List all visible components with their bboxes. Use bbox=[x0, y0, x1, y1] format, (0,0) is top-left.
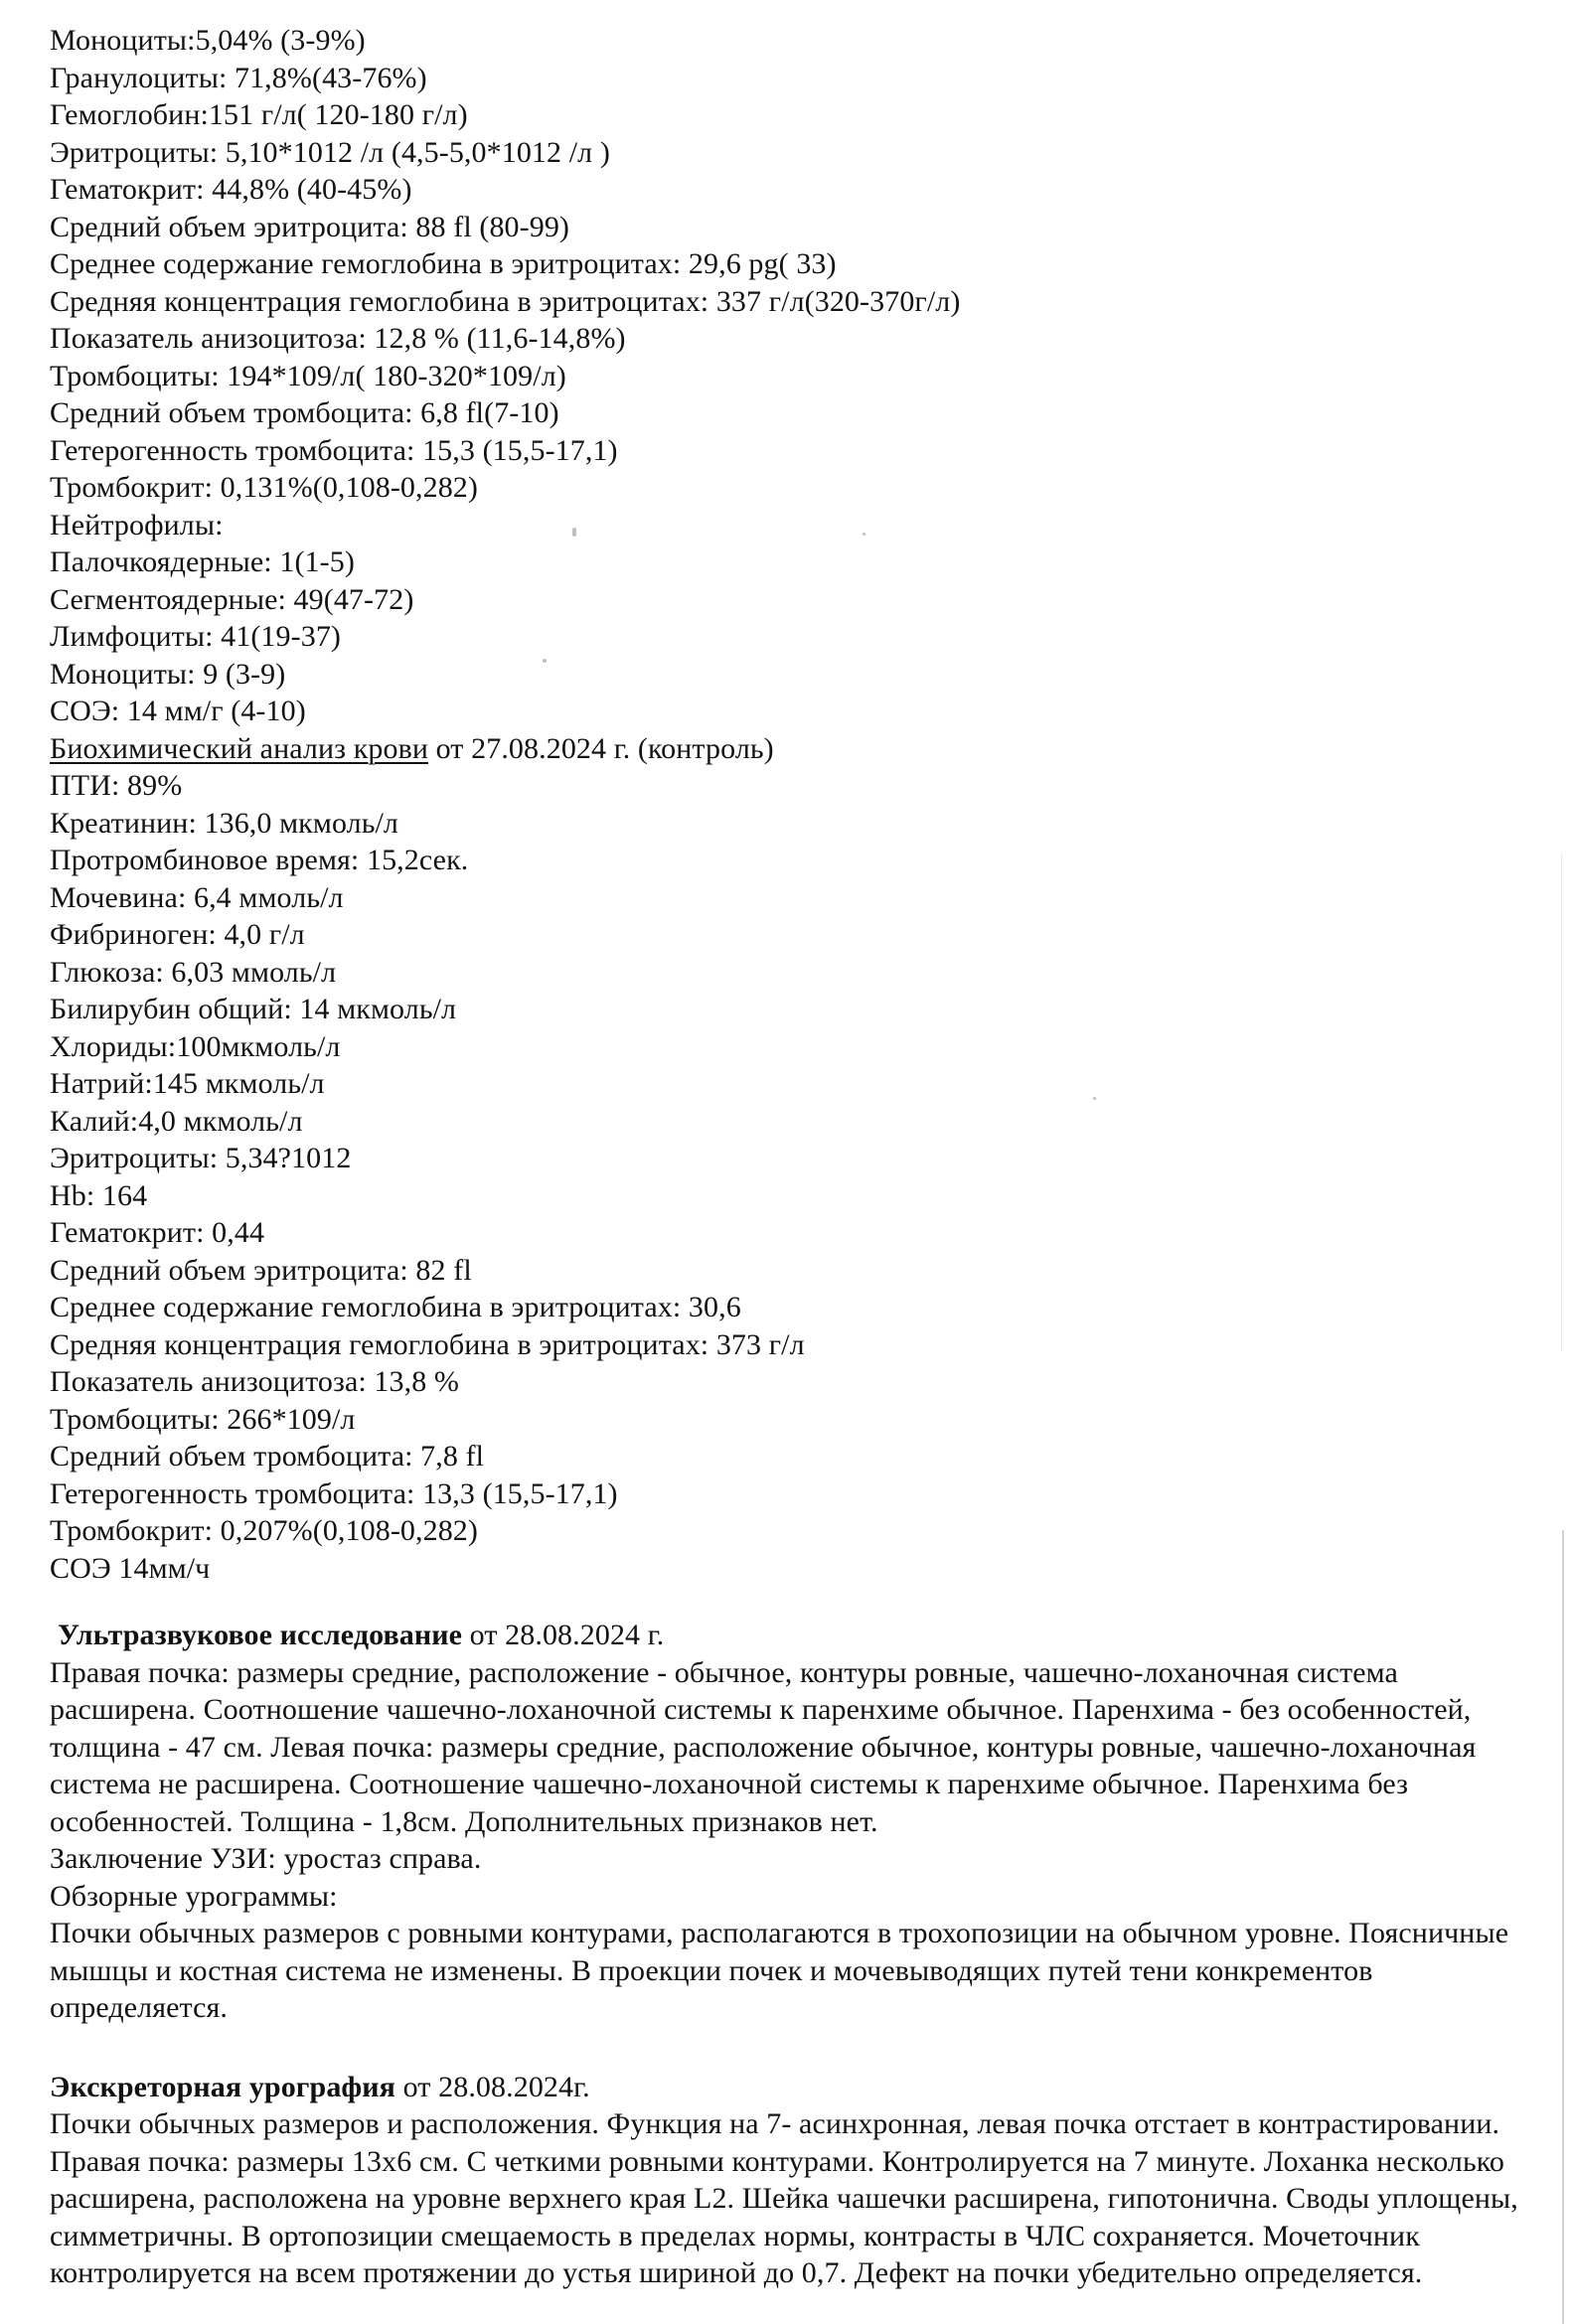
biochem-heading bbox=[50, 730, 1532, 768]
biochem-section bbox=[50, 730, 1532, 1588]
lab-result-line: Hb: 164 bbox=[50, 1178, 148, 1212]
cbc-results-list bbox=[50, 22, 1532, 730]
lab-result-line: Калий:4,0 мкмоль/л bbox=[50, 1104, 303, 1138]
biochem-title-date: от 27.08.2024 г. (контроль) bbox=[428, 731, 774, 765]
scan-edge-line bbox=[1562, 1530, 1564, 2324]
lab-result-line: Мочевина: 6,4 ммоль/л bbox=[50, 880, 344, 914]
lab-result-line: Гематокрит: 44,8% (40-45%) bbox=[50, 173, 412, 206]
lab-result-line: Средняя концентрация гемоглобина в эритроцитах: 373 г/л bbox=[50, 1327, 805, 1361]
scan-speck bbox=[863, 533, 865, 536]
lab-result-line: Глюкоза: 6,03 ммоль/л bbox=[50, 955, 337, 989]
ultrasound-title-date: от 28.08.2024 г. bbox=[462, 1619, 665, 1651]
lab-result-line: Протромбиновое время: 15,2сек. bbox=[50, 844, 469, 876]
urogram-heading: Обзорные урограммы: bbox=[50, 1879, 338, 1913]
urogram-findings: Почки обычных размеров с ровными контурами, располагаются в трохопозиции на обычном уровне. Поясничные мышцы и костная система не изменены. В проекции почек и мочевыводящих путей тени конкрементов определяется. bbox=[50, 1917, 1509, 2024]
scan-speck bbox=[1093, 1097, 1096, 1100]
ultrasound-title: Ультразвуковое исследование bbox=[58, 1619, 463, 1651]
lab-result-line: Показатель анизоцитоза: 12,8 % (11,6-14,8%) bbox=[50, 322, 626, 355]
lab-result-line: Эритроциты: 5,34?1012 bbox=[50, 1142, 352, 1174]
urography-title-date: от 28.08.2024г. bbox=[395, 2070, 590, 2103]
ultrasound-heading bbox=[58, 1617, 1532, 1654]
lab-result-line: Гетерогенность тромбоцита: 15,3 (15,5-17,1) bbox=[50, 433, 618, 467]
lab-result-line: Тромбокрит: 0,207%(0,108-0,282) bbox=[50, 1514, 478, 1547]
lab-result-line: ПТИ: 89% bbox=[50, 769, 183, 802]
lab-result-line: Эритроциты: 5,10*1012 /л (4,5-5,0*1012 /л ) bbox=[50, 135, 610, 169]
urography-paragraph: Почки обычных размеров и расположения. Функция на 7- асинхронная, левая почка отстает в контрастировании. bbox=[50, 2107, 1500, 2140]
lab-result-line: Моноциты:5,04% (3-9%) bbox=[50, 24, 366, 57]
lab-result-line: Среднее содержание гемоглобина в эритроцитах: 29,6 pg( 33) bbox=[50, 247, 837, 280]
lab-result-line: Показатель анизоцитоза: 13,8 % bbox=[50, 1365, 459, 1398]
lab-result-line: Тромбоциты: 194*109/л( 180-320*109/л) bbox=[50, 359, 566, 392]
lab-result-line: Натрий:145 мкмоль/л bbox=[50, 1067, 325, 1100]
lab-result-line: Лимфоциты: 41(19-37) bbox=[50, 620, 342, 653]
lab-result-line: Билирубин общий: 14 мкмоль/л bbox=[50, 993, 457, 1025]
lab-result-line: Гемоглобин:151 г/л( 120-180 г/л) bbox=[50, 98, 468, 131]
document-content bbox=[50, 22, 1532, 2292]
ultrasound-findings: Правая почка: размеры средние, расположение - обычное, контуры ровные, чашечно-лоханочная система расширена. Соотношение чашечно-лоханочной системы к паренхиме обычное. Паренхима - без особенностей, толщина - 47 см. Левая почка: размеры средние, расположение обычное, контуры ровные, чашечно-лоханочная система не расширена. Соотношение чашечно-лоханочной системы к паренхиме обычное. Паренхима без особенностей. Толщина - 1,8см. Дополнительных признаков нет. bbox=[50, 1655, 1477, 1838]
urography-paragraph: Правая почка: размеры 13х6 см. С четкими ровными контурами. Контролируется на 7 минуте. Лоханка несколько расширена, расположена на уровне верхнего края L2. Шейка чашечки расширена, гипотонична. Своды уплощены, симметричны. В ортопозиции смещаемость в пределах нормы, контрасты в ЧЛС сохраняется. Мочеточник контролируется на всем протяжении до устья шириной до 0,7. Дефект на почки убедительно определяется. bbox=[50, 2144, 1518, 2289]
lab-result-line: Тромбоциты: 266*109/л bbox=[50, 1402, 356, 1436]
biochem-results-list bbox=[50, 767, 1532, 1587]
lab-result-line: Среднее содержание гемоглобина в эритроцитах: 30,6 bbox=[50, 1291, 741, 1323]
uzi-conclusion: Заключение УЗИ: уростаз справа. bbox=[50, 1842, 482, 1875]
lab-result-line: Средняя концентрация гемоглобина в эритроцитах: 337 г/л(320-370г/л) bbox=[50, 284, 961, 318]
urography-heading bbox=[50, 2069, 1532, 2106]
lab-result-line: СОЭ: 14 мм/г (4-10) bbox=[50, 695, 306, 727]
lab-result-line: Средний объем тромбоцита: 6,8 fl(7-10) bbox=[50, 396, 559, 429]
urography-title: Экскреторная урография bbox=[50, 2070, 395, 2103]
lab-result-line: Средний объем тромбоцита: 7,8 fl bbox=[50, 1440, 485, 1472]
urography-section bbox=[50, 2069, 1532, 2292]
lab-result-line: Средний объем эритроцита: 82 fl bbox=[50, 1253, 472, 1287]
lab-result-line: Тромбокрит: 0,131%(0,108-0,282) bbox=[50, 471, 478, 504]
scan-speck bbox=[543, 659, 547, 663]
lab-result-line: Моноциты: 9 (3-9) bbox=[50, 657, 286, 691]
lab-result-line: Средний объем эритроцита: 88 fl (80-99) bbox=[50, 210, 570, 243]
lab-result-line: Нейтрофилы: bbox=[50, 508, 224, 542]
lab-result-line: Гранулоциты: 71,8%(43-76%) bbox=[50, 61, 427, 94]
lab-result-line: СОЭ 14мм/ч bbox=[50, 1551, 211, 1585]
biochem-title: Биохимический анализ крови bbox=[50, 731, 428, 765]
lab-result-line: Гетерогенность тромбоцита: 13,3 (15,5-17,1) bbox=[50, 1476, 618, 1510]
lab-result-line: Хлориды:100мкмоль/л bbox=[50, 1029, 341, 1063]
lab-result-line: Фибриноген: 4,0 г/л bbox=[50, 918, 305, 951]
ultrasound-section bbox=[50, 1617, 1532, 2027]
urography-findings bbox=[50, 2105, 1532, 2292]
lab-result-line: Креатинин: 136,0 мкмоль/л bbox=[50, 806, 399, 840]
lab-result-line: Сегментоядерные: 49(47-72) bbox=[50, 582, 414, 616]
scan-edge-line-faint bbox=[1561, 854, 1562, 1351]
lab-result-line: Палочкоядерные: 1(1-5) bbox=[50, 545, 355, 578]
lab-result-line: Гематокрит: 0,44 bbox=[50, 1216, 265, 1249]
scan-speck bbox=[572, 528, 576, 537]
